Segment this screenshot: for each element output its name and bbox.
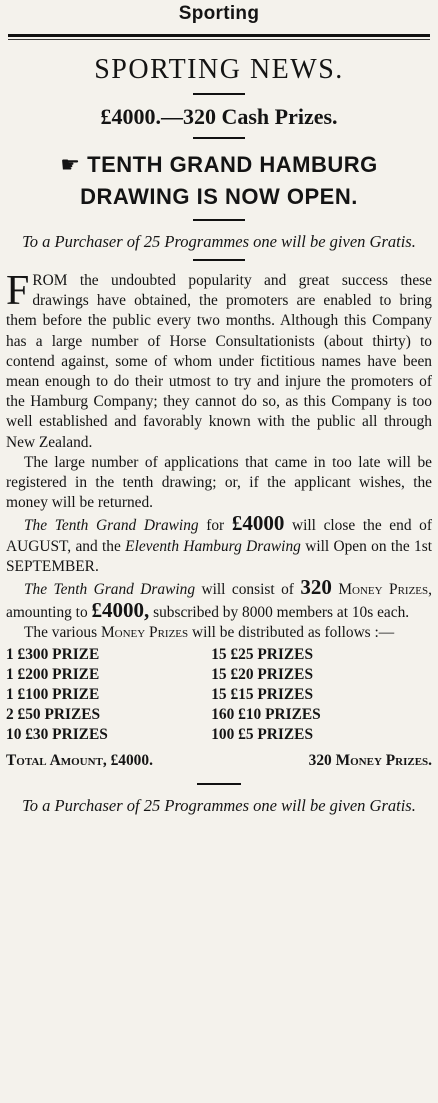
table-row bbox=[6, 705, 432, 725]
prize-right: 15 £20 PRIZES bbox=[211, 665, 314, 683]
table-row bbox=[6, 725, 432, 745]
prize-left: 2 £50 PRIZES bbox=[6, 706, 101, 724]
paragraph-closing-date: The Tenth Grand Drawing for £4000 will close the end of AUGUST, and the Eleventh Hamburg Drawing will Open on the 1st SEPTEMBER. bbox=[6, 511, 432, 575]
divider-dash bbox=[193, 259, 245, 261]
draw-title bbox=[6, 149, 432, 213]
prize-table bbox=[6, 645, 432, 746]
header-rule-thick bbox=[8, 34, 430, 37]
headline: SPORTING NEWS. bbox=[94, 54, 344, 85]
prize-right: 160 £10 PRIZES bbox=[211, 706, 321, 724]
header-rule-thin bbox=[8, 39, 430, 40]
paragraph-distribution: The various Money Prizes will be distributed as follows :— bbox=[24, 624, 395, 642]
gratis-notice: To a Purchaser of 25 Programmes one will be given Gratis. bbox=[22, 232, 416, 251]
draw-title-line1: TENTH GRAND HAMBURG bbox=[87, 152, 378, 177]
prize-right: 100 £5 PRIZES bbox=[211, 726, 314, 744]
paragraph-intro: FROM the undoubted popularity and great success these drawings have obtained, the promoters are enabled to bring them before the public every two months. Although this Company has a large number of Horse Consultationists (about thirty) to contend against, some of whom under fictitious names have been mean enough to do their utmost to try and injure the promoters of the Hamburg Company; they cannot do so, as this Company is too well established and favorably known with the public all through New Zealand. bbox=[6, 268, 432, 451]
paragraph-prize-count: The Tenth Grand Drawing will consist of 320 Money Prizes, amounting to £4000, subscribed by 8000 members at 10s each. bbox=[6, 575, 432, 623]
total-prizes: 320 Money Prizes. bbox=[308, 751, 432, 769]
divider-dash bbox=[193, 219, 245, 221]
table-row bbox=[6, 665, 432, 685]
divider-dash bbox=[193, 93, 245, 95]
gratis-notice-bottom: To a Purchaser of 25 Programmes one will be given Gratis. bbox=[22, 795, 416, 815]
paragraph-late-applications: The large number of applications that came in too late will be registered in the tenth drawing; or, if the applicant wishes, the money will be returned. bbox=[6, 453, 432, 512]
pointing-hand-icon: ☛ bbox=[60, 152, 81, 177]
prize-left: 10 £30 PRIZES bbox=[6, 726, 108, 744]
table-row bbox=[6, 685, 432, 705]
total-line bbox=[6, 751, 432, 771]
prize-left: 1 £100 PRIZE bbox=[6, 686, 100, 704]
prize-right: 15 £25 PRIZES bbox=[211, 645, 314, 663]
section-label: Sporting bbox=[178, 3, 260, 24]
prize-left: 1 £200 PRIZE bbox=[6, 665, 100, 683]
table-row bbox=[6, 645, 432, 665]
draw-title-line2: DRAWING IS NOW OPEN. bbox=[80, 184, 358, 209]
drop-cap: F bbox=[6, 268, 30, 314]
prize-right: 15 £15 PRIZES bbox=[211, 686, 314, 704]
divider-dash bbox=[197, 783, 241, 785]
prize-left: 1 £300 PRIZE bbox=[6, 645, 100, 663]
article-body bbox=[6, 268, 432, 644]
prizes-subheading: £4000.—320 Cash Prizes. bbox=[100, 104, 338, 129]
divider-dash bbox=[193, 137, 245, 139]
total-amount: Total Amount, £4000. bbox=[6, 751, 153, 769]
